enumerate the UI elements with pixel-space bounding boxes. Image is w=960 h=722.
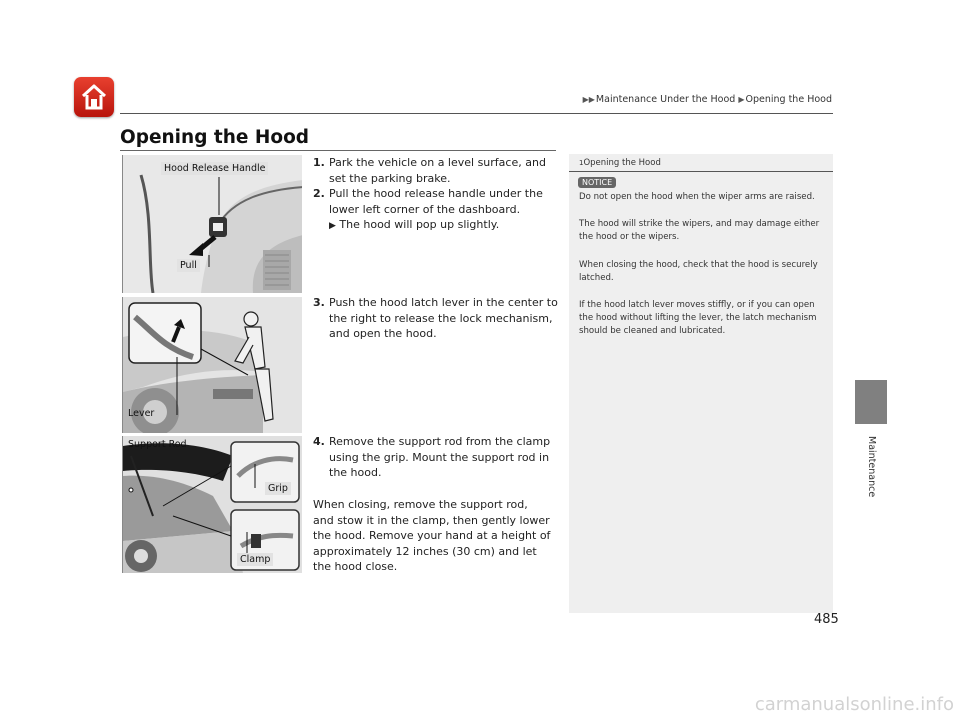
page-number: 485 xyxy=(814,612,839,627)
section-tab-label[interactable]: Maintenance xyxy=(866,436,877,498)
support-rod-callout: Support Rod xyxy=(128,439,187,450)
step-number: 2. xyxy=(313,187,325,200)
watermark: carmanualsonline.info xyxy=(754,694,954,715)
breadcrumb xyxy=(583,94,832,105)
lever-callout: Lever xyxy=(128,408,155,419)
step-text: Pull the hood release handle under the lower left corner of the dashboard. xyxy=(329,187,543,216)
page-title: Opening the Hood xyxy=(120,127,310,148)
step-2 xyxy=(313,186,558,235)
breadcrumb-arrow-icon: ▶▶ xyxy=(582,95,595,104)
note-paragraph: When closing the hood, check that the hood is securely latched. xyxy=(579,260,818,283)
pull-callout: Pull xyxy=(177,259,200,272)
note-paragraph: Do not open the hood when the wiper arms are raised. xyxy=(579,192,815,202)
hood-release-illustration xyxy=(123,155,302,293)
step-4 xyxy=(313,434,558,481)
step-number: 4. xyxy=(313,435,325,448)
step-number: 3. xyxy=(313,296,325,309)
clamp-callout: Clamp xyxy=(237,553,273,566)
support-rod-illustration xyxy=(123,436,302,573)
hood-release-handle-callout: Hood Release Handle xyxy=(161,162,268,175)
breadcrumb-arrow-icon: ▶ xyxy=(738,95,745,104)
closing-paragraph: When closing, remove the support rod, and stow it in the clamp, then gently lower the hood. Remove your hand at a height of approximately 12 inches (30 cm) and let the hood close. xyxy=(313,498,551,573)
note-marker-icon: 1 xyxy=(579,159,584,167)
step-number: 1. xyxy=(313,156,325,169)
note-paragraph: If the hood latch lever moves stiffly, or if you can open the hood without lifting the lever, the latch mechanism should be cleaned and lubricated. xyxy=(579,300,817,336)
step-3 xyxy=(313,295,558,342)
step-text: Push the hood latch lever in the center to the right to release the lock mechanism, and open the hood. xyxy=(329,296,558,340)
note-paragraph: The hood will strike the wipers, and may damage either the hood or the wipers. xyxy=(579,219,820,242)
home-icon xyxy=(80,82,108,112)
notes-divider xyxy=(569,171,833,172)
step-1 xyxy=(313,155,558,186)
title-divider xyxy=(120,150,556,151)
grip-callout: Grip xyxy=(265,482,291,495)
step-text: Park the vehicle on a level surface, and set the parking brake. xyxy=(329,156,546,185)
header-divider xyxy=(120,113,833,114)
result-arrow-icon: ▶ xyxy=(329,221,336,231)
breadcrumb-item-parent[interactable]: Maintenance Under the Hood xyxy=(595,94,736,105)
step-text: Remove the support rod from the clamp using the grip. Mount the support rod in the hood. xyxy=(329,435,551,479)
notes-sidebar xyxy=(569,154,833,613)
notes-header: 1Opening the Hood xyxy=(579,158,661,168)
hood-release-figure xyxy=(122,155,302,293)
breadcrumb-item-current: Opening the Hood xyxy=(745,94,832,105)
notice-badge: NOTICE xyxy=(578,177,616,188)
hood-latch-figure xyxy=(122,297,302,433)
home-button[interactable] xyxy=(74,77,114,117)
support-rod-figure xyxy=(122,436,302,573)
step-result: ▶ The hood will pop up slightly. xyxy=(329,218,500,231)
section-tab[interactable] xyxy=(855,380,887,424)
